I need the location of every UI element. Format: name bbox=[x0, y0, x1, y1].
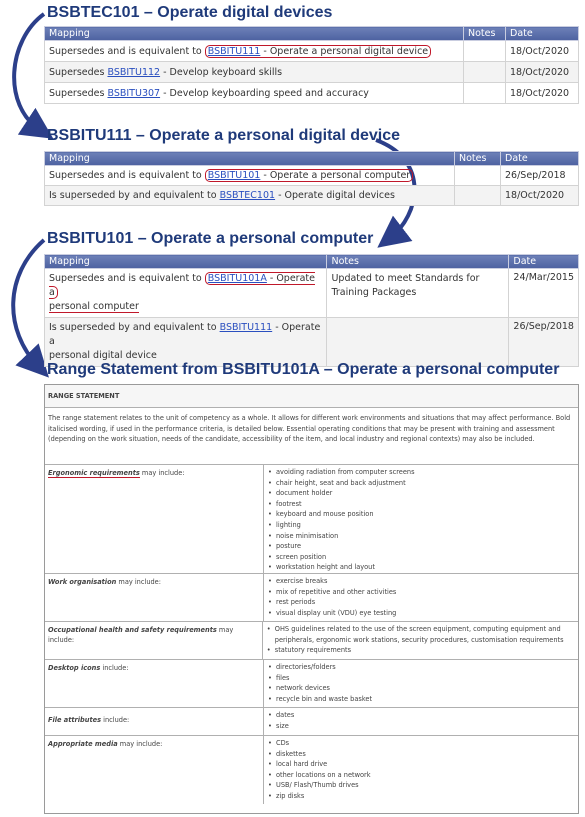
range-list: • directories/folders • files • network devices • recycle bin and waste basket bbox=[264, 662, 372, 707]
col-date: Date bbox=[509, 255, 579, 269]
col-notes: Notes bbox=[464, 27, 506, 41]
range-row: Work organisation may include: • exercise breaks • mix of repetitive and other activities • rest periods • visual display unit (VDU) eye testing bbox=[45, 574, 578, 622]
col-date: Date bbox=[506, 27, 579, 41]
col-date: Date bbox=[501, 152, 579, 166]
link-bsbitu111[interactable]: BSBITU111 bbox=[219, 322, 273, 333]
section4-title: Range Statement from BSBITU101A – Operate a personal computer bbox=[47, 361, 560, 378]
table-row: Supersedes and is equivalent to BSBITU111 - Operate a personal digital device 18/Oct/2020 bbox=[45, 41, 579, 62]
range-list: • exercise breaks • mix of repetitive and other activities • rest periods • visual display unit (VDU) eye testing bbox=[264, 576, 396, 621]
range-heading: RANGE STATEMENT bbox=[45, 385, 578, 408]
section1-table bbox=[44, 26, 579, 104]
col-mapping: Mapping bbox=[45, 152, 455, 166]
col-mapping: Mapping bbox=[45, 255, 327, 269]
col-notes: Notes bbox=[455, 152, 501, 166]
link-bsbitu101[interactable]: BSBITU101 bbox=[207, 170, 261, 181]
range-list: • dates • size bbox=[264, 710, 294, 735]
section1-title: BSBTEC101 – Operate digital devices bbox=[47, 4, 333, 21]
link-bsbitu112[interactable]: BSBITU112 bbox=[107, 66, 161, 78]
arrow-3 bbox=[13, 240, 44, 366]
col-notes: Notes bbox=[327, 255, 509, 269]
link-bsbitu307[interactable]: BSBITU307 bbox=[107, 87, 161, 99]
section2-title: BSBITU111 – Operate a personal digital device bbox=[47, 127, 401, 144]
table-row: Supersedes and is equivalent to BSBITU101A - Operate a personal computer Updated to meet Standards for Training Packages 24/Mar/2015 bbox=[45, 269, 579, 318]
table-row: Is superseded by and equivalent to BSBITU111 - Operate a personal digital device 26/Sep/2018 bbox=[45, 318, 579, 367]
arrow-1 bbox=[14, 14, 44, 130]
range-row: Appropriate media may include: • CDs • diskettes • local hard drive • other locations on a network • USB/ Flash/Thumb drives • zip disks bbox=[45, 736, 578, 804]
range-row: Desktop icons include: • directories/folders • files • network devices • recycle bin and waste basket bbox=[45, 660, 578, 708]
table-row: Is superseded by and equivalent to BSBTEC101 - Operate digital devices 18/Oct/2020 bbox=[45, 186, 579, 206]
range-row: File attributes include: • dates • size bbox=[45, 708, 578, 736]
link-bsbtec101[interactable]: BSBTEC101 bbox=[219, 190, 276, 201]
link-bsbitu111[interactable]: BSBITU111 bbox=[207, 45, 261, 57]
range-row: Ergonomic requirements may include: • avoiding radiation from computer screens • chair height, seat and back adjustment • document holder • footrest • keyboard and mouse position • lighting • noise minimisation • posture • screen position • workstation height and layout bbox=[45, 465, 578, 574]
range-intro: The range statement relates to the unit of competency as a whole. It allows for different work environments and situations that may affect performance. Bold italicised wording, if used in the performance criteria, is detailed below. Essential operating conditions that may be present with training and assessment (depending on the work situation, needs of the candidate, accessibility of the item, and local industry and regional contexts) may also be included. bbox=[45, 408, 578, 465]
range-list: • OHS guidelines related to the use of the screen equipment, computing equipment and peripherals, ergonomic work stations, security procedures, customisation requirements • statutory requirements bbox=[263, 624, 578, 659]
range-row: Occupational health and safety requirements may include: • OHS guidelines related to the use of the screen equipment, computing equipment and peripherals, ergonomic work stations, security procedures, customisation requirements • statutory requirements bbox=[45, 622, 578, 660]
table-row: Supersedes and is equivalent to BSBITU101 - Operate a personal computer 26/Sep/2018 bbox=[45, 166, 579, 186]
table-row: Supersedes BSBITU307 - Develop keyboarding speed and accuracy 18/Oct/2020 bbox=[45, 83, 579, 104]
range-list: • avoiding radiation from computer screens • chair height, seat and back adjustment • document holder • footrest • keyboard and mouse position • lighting • noise minimisation • posture • screen position • workstation height and layout bbox=[264, 467, 415, 573]
link-bsbitu101a[interactable]: BSBITU101A bbox=[207, 273, 267, 284]
range-list: • CDs • diskettes • local hard drive • other locations on a network • USB/ Flash/Thumb drives • zip disks bbox=[264, 738, 371, 804]
col-mapping: Mapping bbox=[45, 27, 464, 41]
section3-title: BSBITU101 – Operate a personal computer bbox=[47, 230, 374, 247]
table-row: Supersedes BSBITU112 - Develop keyboard skills 18/Oct/2020 bbox=[45, 62, 579, 83]
section3-table bbox=[44, 254, 579, 367]
range-statement-box bbox=[44, 384, 579, 814]
section2-table bbox=[44, 151, 579, 206]
